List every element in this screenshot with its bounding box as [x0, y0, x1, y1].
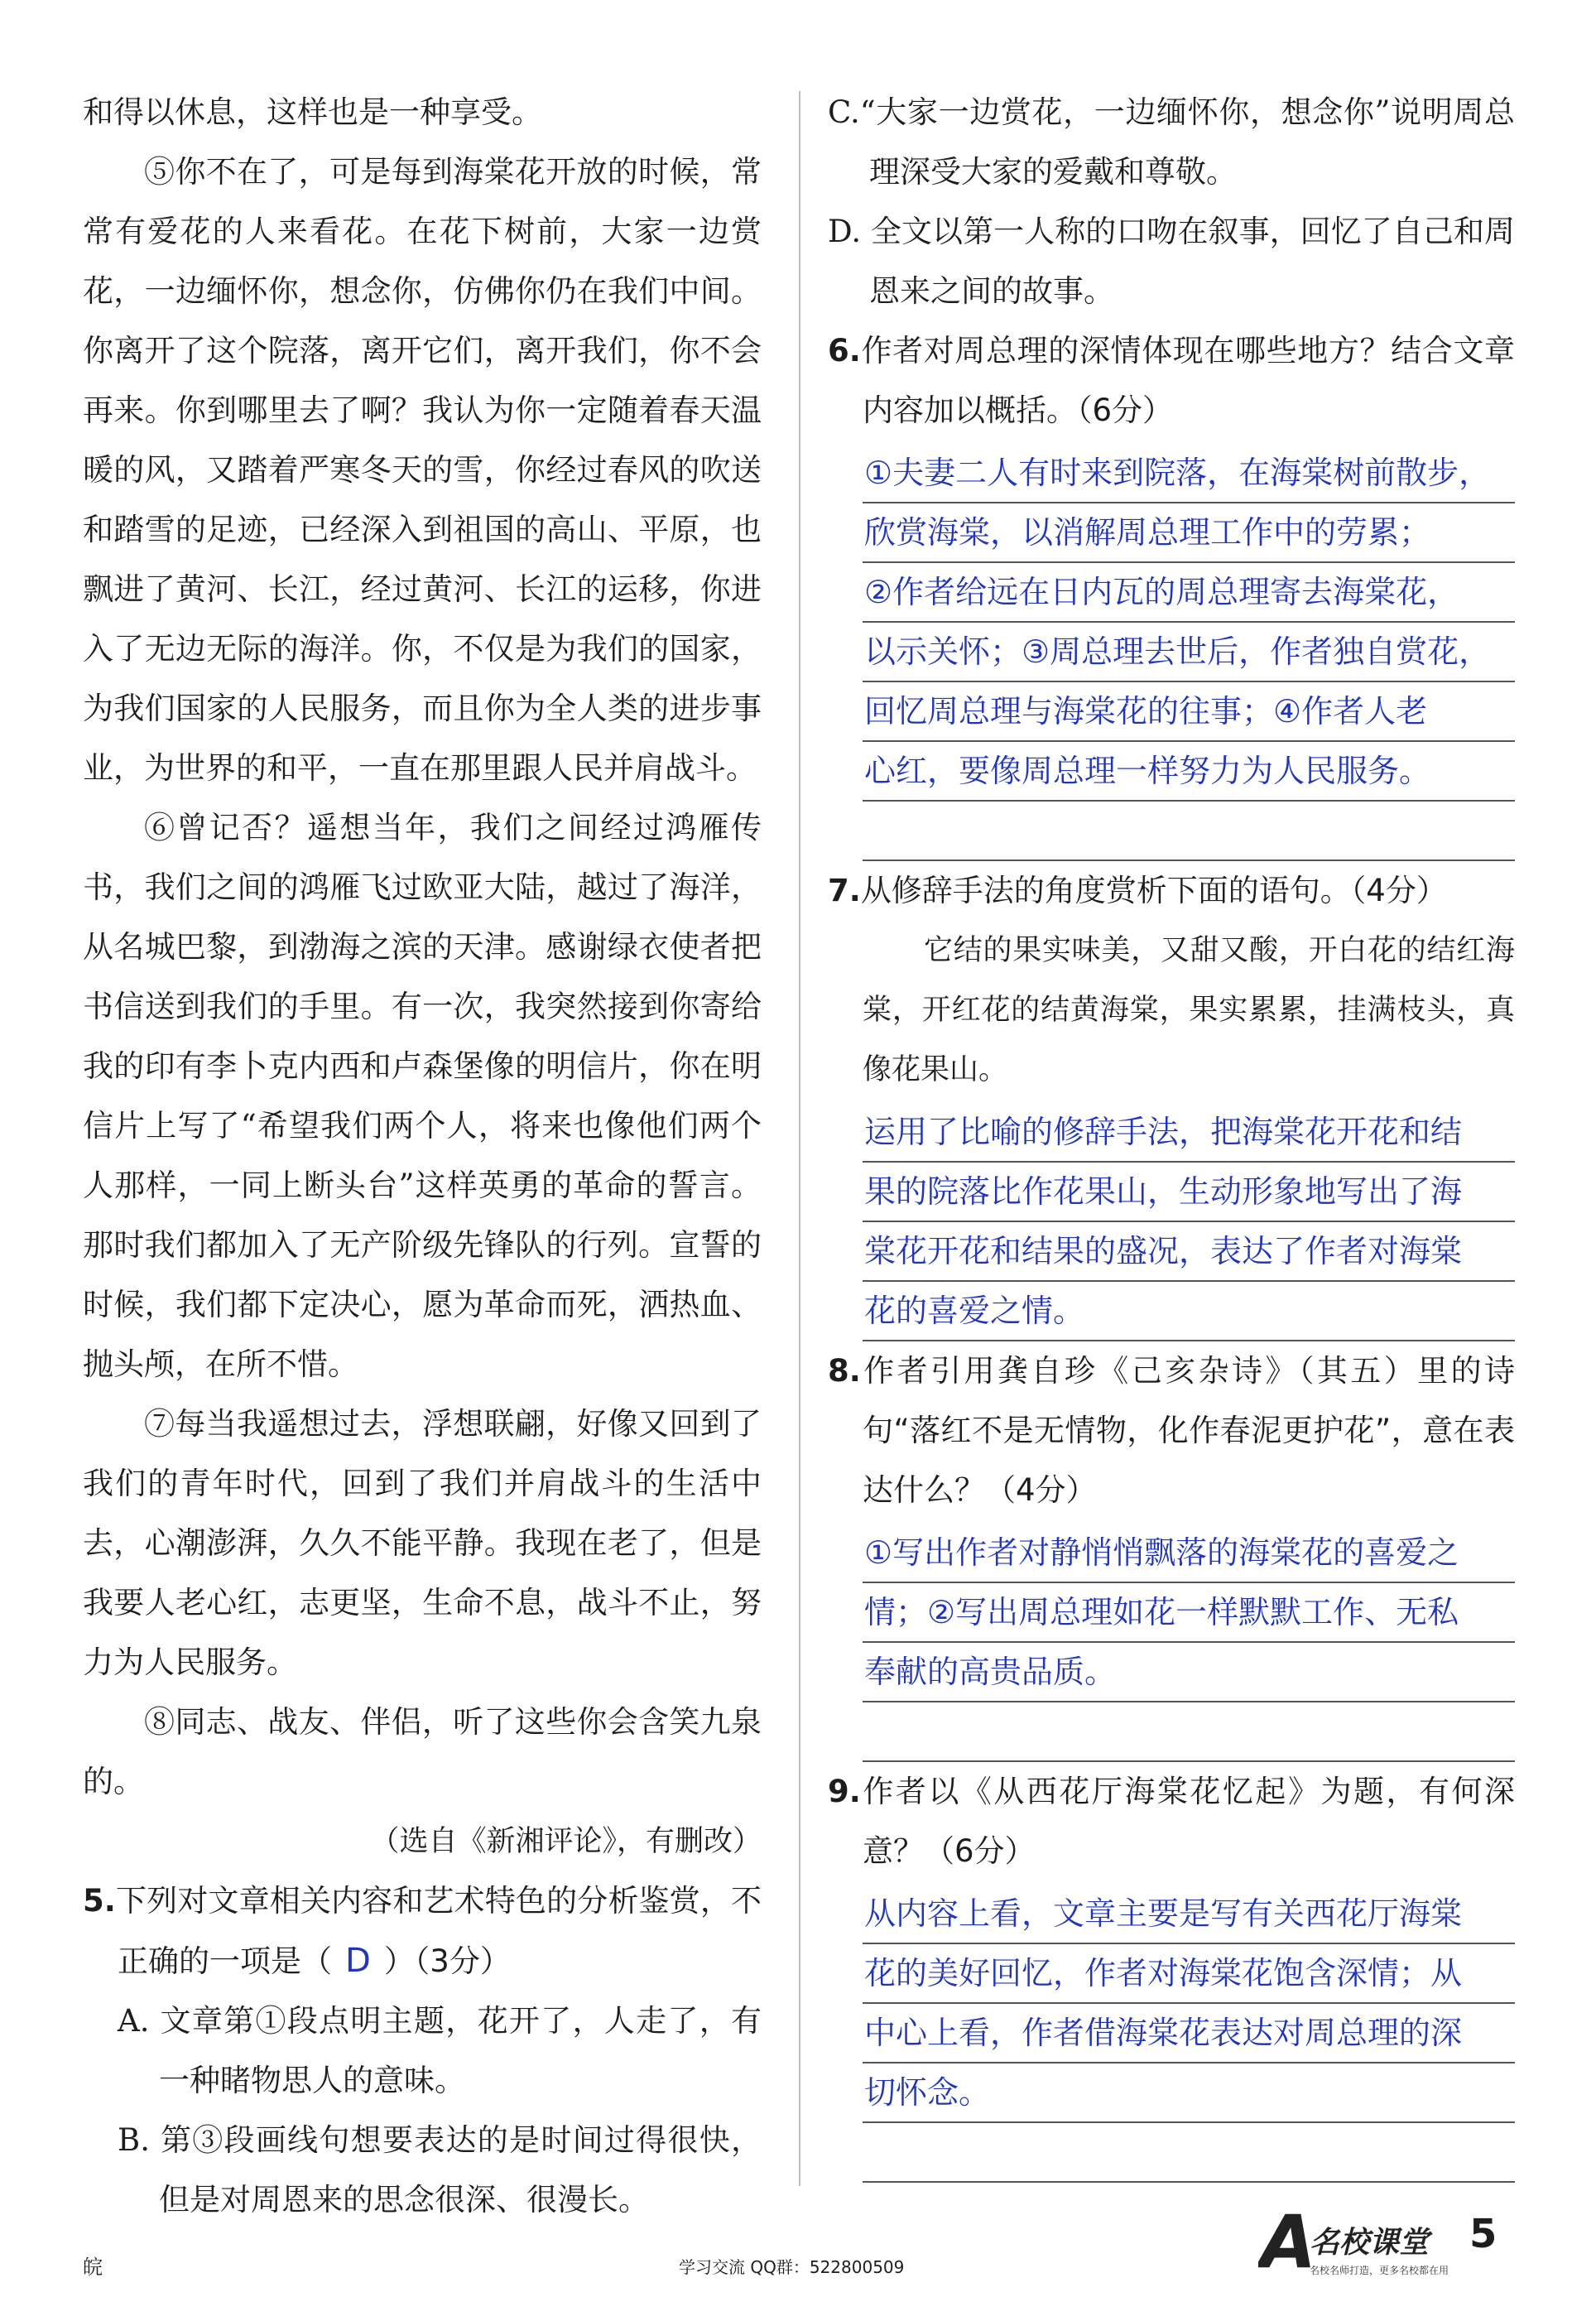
answer-line: 切怀念。 — [863, 2063, 1515, 2123]
question-6-number: 6. — [828, 333, 861, 368]
question-6 — [828, 321, 1515, 861]
answer-line: ①夫妻二人有时来到院落，在海棠树前散步， — [863, 444, 1515, 503]
answer-line: 果的院落比作花果山，生动形象地写出了海 — [863, 1163, 1515, 1222]
answer-line: 奉献的高贵品质。 — [863, 1643, 1515, 1702]
answer-line: 从内容上看，文章主要是写有关西花厅海棠 — [863, 1885, 1515, 1944]
question-5-stem-b: ）（3分） — [383, 1943, 511, 1979]
question-5-number: 5. — [83, 1883, 116, 1919]
blank-answer-line — [863, 802, 1515, 861]
question-8-stem-text: 作者引用龚自珍《己亥杂诗》（其五）里的诗句“落红不是无情物，化作春泥更护花”，意在表达什么？（4分） — [860, 1353, 1515, 1508]
question-6-stem-text: 作者对周总理的深情体现在哪些地方？结合文章内容加以概括。（6分） — [860, 333, 1515, 428]
question-9-number: 9. — [828, 1774, 861, 1809]
question-7-quote: 它结的果实味美，又甜又酸，开白花的结红海棠，开红花的结黄海棠，果实累累，挂满枝头，真像花果山。 — [863, 934, 1515, 1086]
answer-line: 情；②写出周总理如花一样默默工作、无私 — [863, 1583, 1515, 1643]
question-9-stem — [828, 1762, 1515, 1881]
question-8-stem — [828, 1341, 1515, 1520]
paragraph-8: ⑧同志、战友、伴侣，听了这些你会含笑九泉的。 — [83, 1704, 762, 1799]
answer-line: 以示关怀；③周总理去世后，作者独自赏花， — [863, 623, 1515, 682]
question-8-answer-area — [863, 1524, 1515, 1762]
right-column — [828, 83, 1515, 2183]
question-7-stem-text: 从修辞手法的角度赏析下面的语句。（4分） — [860, 873, 1447, 908]
question-8 — [828, 1341, 1515, 1762]
left-column — [83, 83, 762, 2230]
answer-line: ①写出作者对静悄悄飘落的海棠花的喜爱之 — [863, 1524, 1515, 1583]
answer-line: 花的美好回忆，作者对海棠花饱含深情；从 — [863, 1944, 1515, 2004]
paragraph-6: ⑥曾记否？遥想当年，我们之间经过鸿雁传书，我们之间的鸿雁飞过欧亚大陆，越过了海洋，从名城巴黎，到渤海之滨的天津。感谢绿衣使者把书信送到我们的手里。有一次，我突然接到你寄给我的印有李卜克内西和卢森堡像的明信片，你在明信片上写了“希望我们两个人，将来也像他们两个人那样，一同上断头台”这样英勇的革命的誓言。那时我们都加入了无产阶级先锋队的行列。宣誓的时候，我们都下定决心，愿为革命而死，洒热血、抛头颅，在所不惜。 — [83, 810, 762, 1382]
logo-text: 名校课堂 — [1310, 2226, 1430, 2260]
brand-logo-icon — [1258, 2203, 1457, 2285]
question-9 — [828, 1762, 1515, 2183]
question-5-stem-a: 下列对文章相关内容和艺术特色的分析鉴赏，不正确的一项是（ — [115, 1883, 762, 1979]
blank-answer-line — [863, 2123, 1515, 2183]
region-mark: 皖 — [83, 2256, 103, 2279]
logo-slogan: 名校名师打造，更多名校都在用 — [1310, 2265, 1449, 2276]
question-7-number: 7. — [828, 873, 861, 908]
qq-group-note: 学习交流 QQ群：522800509 — [679, 2257, 905, 2277]
question-5-answer: D — [345, 1942, 371, 1980]
answer-line: 回忆周总理与海棠花的往事；④作者人老 — [863, 682, 1515, 742]
answer-line: 心红，要像周总理一样努力为人民服务。 — [863, 742, 1515, 802]
question-5-stem — [83, 1871, 762, 1991]
column-divider — [799, 91, 800, 2186]
page-number: 5 — [1469, 2211, 1497, 2257]
answer-line: 中心上看，作者借海棠花表达对周总理的深 — [863, 2004, 1515, 2063]
option-b: B. 第③段画线句想要表达的是时间过得很快，但是对周恩来的思念很深、很漫长。 — [118, 2122, 762, 2217]
option-a: A. 文章第①段点明主题，花开了，人走了，有一种睹物思人的意味。 — [118, 2003, 762, 2098]
option-c: C.“大家一边赏花，一边缅怀你，想念你”说明周总理深受大家的爱戴和尊敬。 — [828, 94, 1515, 190]
answer-line: 欣赏海棠，以消解周总理工作中的劳累； — [863, 503, 1515, 563]
answer-line: ②作者给远在日内瓦的周总理寄去海棠花， — [863, 563, 1515, 623]
question-7 — [828, 861, 1515, 1341]
question-9-answer-area — [863, 1885, 1515, 2183]
blank-answer-line — [863, 1702, 1515, 1762]
svg-text:A: A — [1260, 2203, 1317, 2285]
answer-line: 运用了比喻的修辞手法，把海棠花开花和结 — [863, 1103, 1515, 1163]
paragraph-4-tail: 和得以休息，这样也是一种享受。 — [83, 94, 542, 130]
source-citation: （选自《新湘评论》，有删改） — [370, 1825, 762, 1858]
question-7-answer-area — [863, 1103, 1515, 1341]
answer-line: 棠花开花和结果的盛况，表达了作者对海棠 — [863, 1222, 1515, 1282]
question-7-stem — [828, 861, 1515, 921]
answer-line: 花的喜爱之情。 — [863, 1282, 1515, 1341]
question-6-answer-area — [863, 444, 1515, 861]
option-d: D. 全文以第一人称的口吻在叙事，回忆了自己和周恩来之间的故事。 — [828, 214, 1515, 309]
question-9-stem-text: 作者以《从西花厅海棠花忆起》为题，有何深意？（6分） — [860, 1774, 1515, 1869]
paragraph-7: ⑦每当我遥想过去，浮想联翩，好像又回到了我们的青年时代，回到了我们并肩战斗的生活中去，心潮澎湃，久久不能平静。我现在老了，但是我要人老心红，志更坚，生命不息，战斗不止，努力为人民服务。 — [83, 1406, 762, 1680]
question-5 — [83, 1871, 762, 2230]
paragraph-5: ⑤你不在了，可是每到海棠花开放的时候，常常有爱花的人来看花。在花下树前，大家一边赏花，一边缅怀你，想念你，仿佛你仍在我们中间。你离开了这个院落，离开它们，离开我们，你不会再来。你到哪里去了啊？我认为你一定随着春天温暖的风，又踏着严寒冬天的雪，你经过春风的吹送和踏雪的足迹，已经深入到祖国的高山、平原，也飘进了黄河、长江，经过黄河、长江的运移，你进入了无边无际的海洋。你，不仅是为我们的国家，为我们国家的人民服务，而且你为全人类的进步事业，为世界的和平，一直在那里跟人民并肩战斗。 — [83, 154, 762, 786]
question-6-stem — [828, 321, 1515, 441]
question-8-number: 8. — [828, 1353, 861, 1389]
